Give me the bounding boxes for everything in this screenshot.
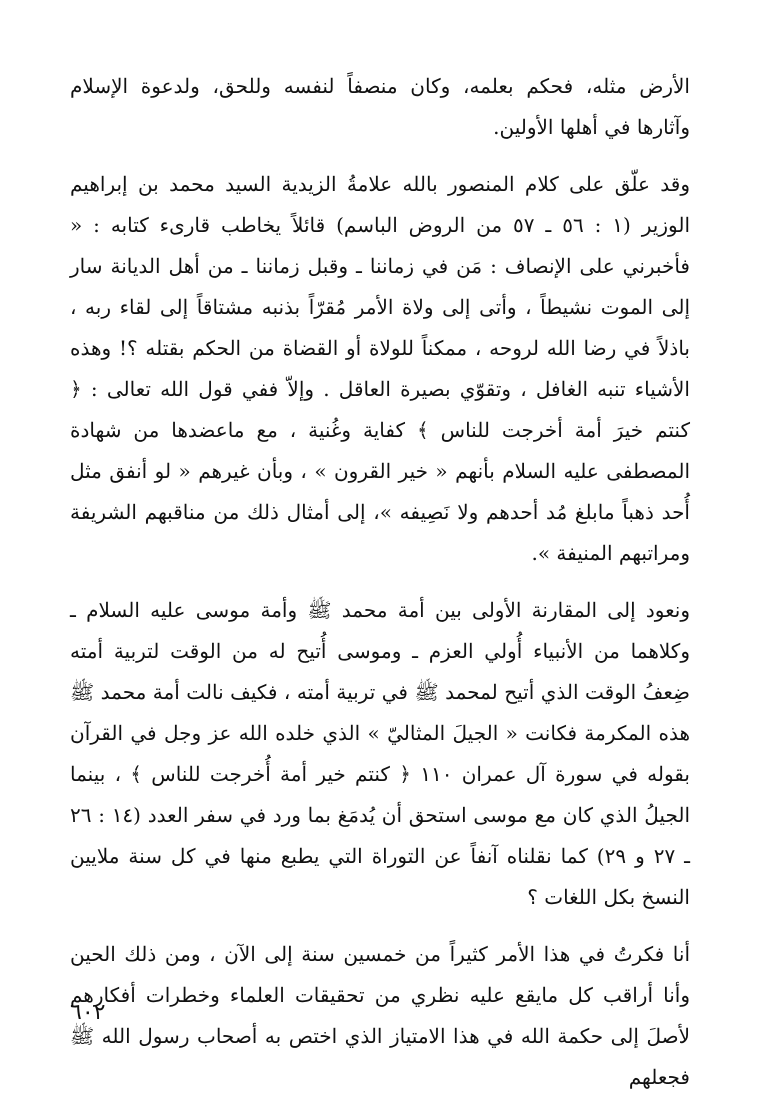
page-number: ٦٠٢ [70,1000,106,1025]
paragraph-3: ونعود إلى المقارنة الأولى بين أمة محمد ﷺ وأمة موسى عليه السلام ـ وكلاهما من الأنبياء أُولي العزم ـ وموسى أُتيح له من الوقت لتربية أمته ضِعفُ الوقت الذي أتيح لمحمد ﷺ في تربية أمته ، فكيف نالت أمة محمد ﷺ هذه المكرمة فكانت « الجيلَ المثاليّ » الذي خلده الله عز وجل في القرآن بقوله في سورة آل عمران ١١٠ ﴿ كنتم خير أمة أُخرجت للناس ﴾ ، بينما الجيلُ الذي كان مع موسى استحق أن يُدمَغ بما ورد في سفر العدد (١٤ : ٢٦ ـ ٢٧ و ٢٩) كما نقلناه آنفاً عن التوراة التي يطبع منها في كل سنة ملايين النسخ بكل اللغات ؟ [70,598,691,909]
paragraph-1: الأرض مثله، فحكم بعلمه، وكان منصفاً لنفسه وللحق، ولدعوة الإسلام وآثارها في أهلها الأولين. [70,74,690,139]
page-body [70,66,690,1114]
paragraph-2: وقد علّق على كلام المنصور بالله علامةُ الزيدية السيد محمد بن إبراهيم الوزير (١ : ٥٦ ـ ٥٧ من الروض الباسم) قائلاً يخاطب قارىء كتابه : « فأخبرني على الإنصاف : مَن في زماننا ـ وقبل زماننا ـ من أهل الديانة سار إلى الموت نشيطاً ، وأتى إلى ولاة الأمر مُقرّاً بذنبه مشتاقاً إلى لقاء ربه ، باذلاً في رضا الله لروحه ، ممكناً للولاة أو القضاة من الحكم بقتله ؟! وهذه الأشياء تنبه الغافل ، وتقوّي بصيرة العاقل . وإلاّ ففي قول الله تعالى : ﴿ كنتم خيرَ أمة أخرجت للناس ﴾ كفاية وغُنية ، مع ماعضدها من شهادة المصطفى عليه السلام بأنهم « خير القرون » ، وبأن غيرهم « لو أنفق مثل أُحد ذهباً مابلغ مُد أحدهم ولا نَصِيفه »، إلى أمثال ذلك من مناقبهم الشريفة ومراتبهم المنيفة ». [70,172,691,565]
paragraph-4: أنا فكرتُ في هذا الأمر كثيراً من خمسين سنة إلى الآن ، ومن ذلك الحين وأنا أراقب كل مايقع عليه نظري من تحقيقات العلماء وخطرات أفكارهم لأصلَ إلى حكمة الله في هذا الامتياز الذي اختص به أصحاب رسول الله ﷺ فجعلهم [70,942,690,1089]
